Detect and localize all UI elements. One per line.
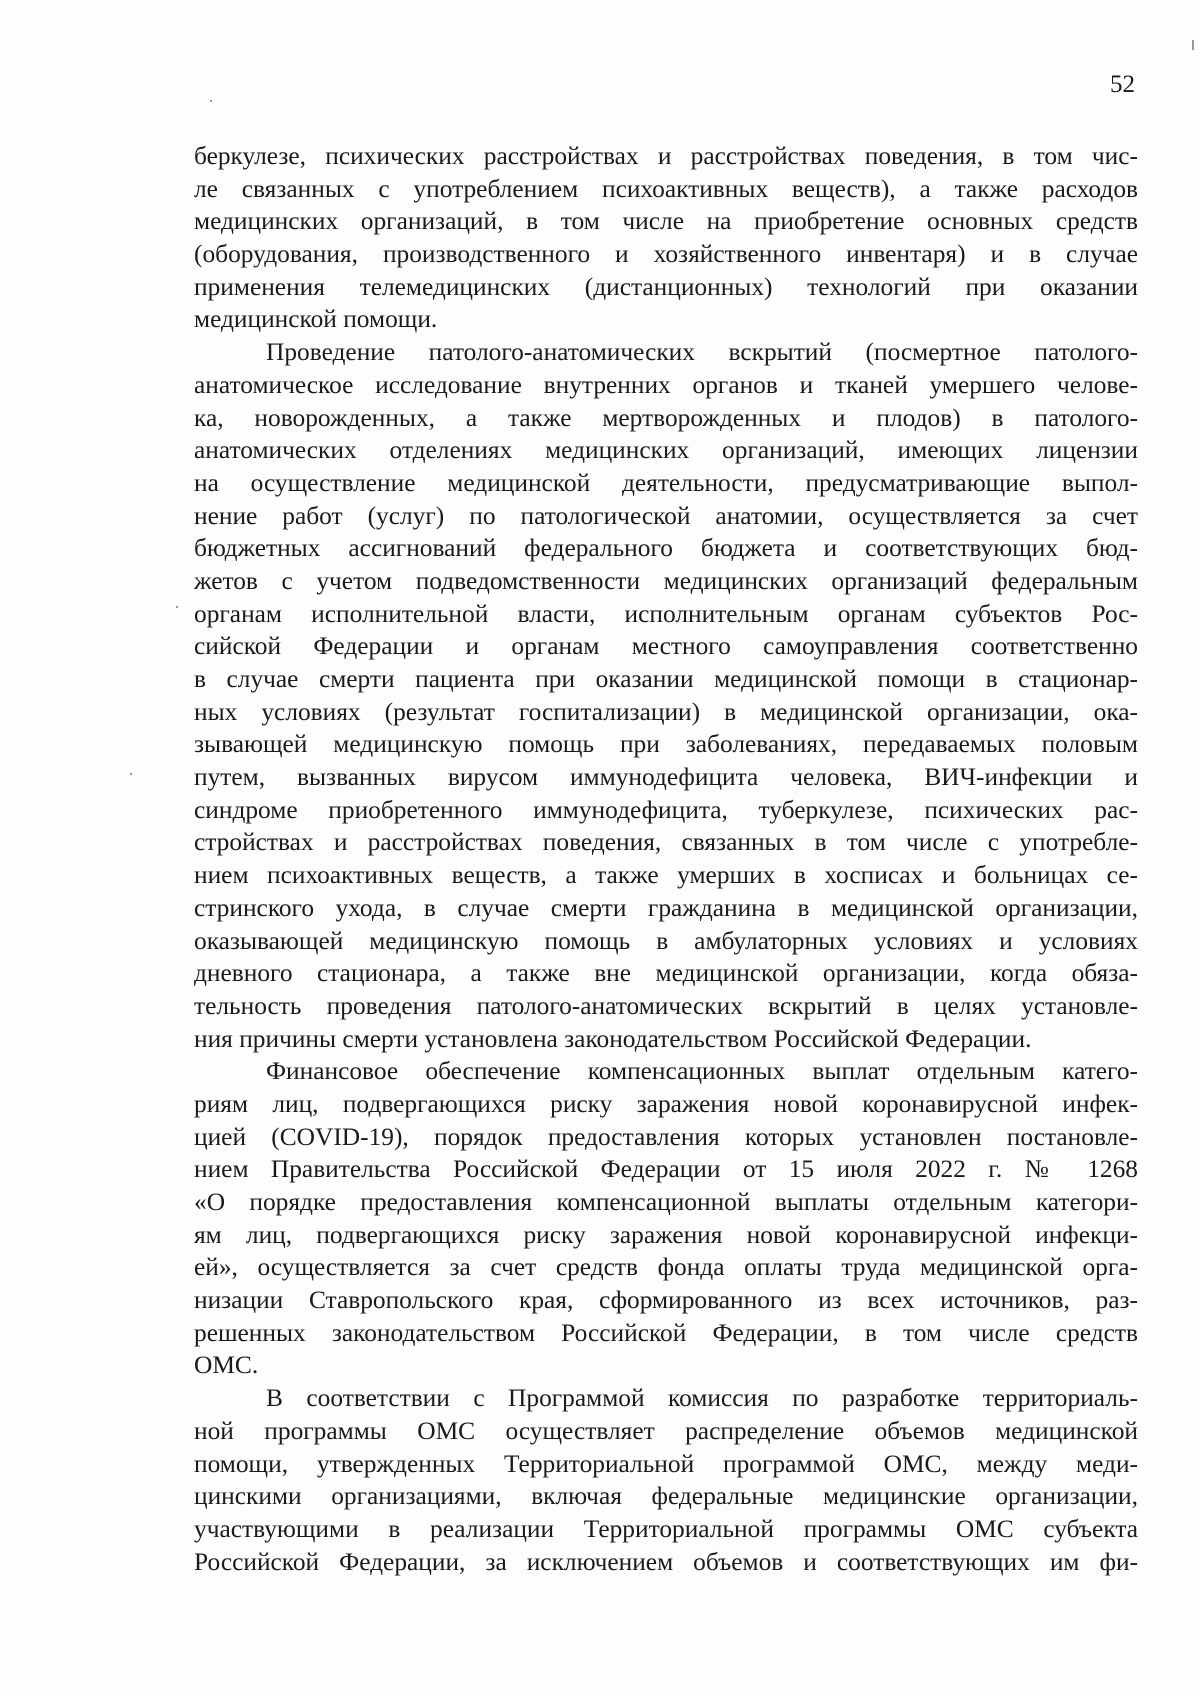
text-line: жетов с учетом подведомственности медицинских организаций федеральным	[194, 566, 1138, 595]
text-line: на осуществление медицинской деятельности, предусматривающие выпол-	[194, 468, 1138, 497]
text-line: дневного стационара, а также вне медицинской организации, когда обяза-	[194, 959, 1138, 988]
text-line: нием Правительства Российской Федерации от 15 июля 2022 г. № 1268	[194, 1155, 1138, 1184]
scan-edge-mark	[1192, 40, 1194, 50]
page-number: 52	[1110, 71, 1135, 98]
text-line: ям лиц, подвергающихся риску заражения новой коронавирусной инфекци-	[194, 1220, 1138, 1249]
text-line: ния причины смерти установлена законодательством Российской Федерации.	[194, 1024, 1032, 1053]
text-line: цией (COVID-19), порядок предоставления которых установлен постановле-	[194, 1122, 1138, 1151]
text-line: ной программы ОМС осуществляет распределение объемов медицинской	[194, 1416, 1138, 1445]
text-line: риям лиц, подвергающихся риску заражения новой коронавирусной инфек-	[194, 1089, 1138, 1118]
text-line: участвующими в реализации Территориальной программы ОМС субъекта	[194, 1514, 1138, 1543]
scan-speck	[176, 606, 178, 608]
text-line: Российской Федерации, за исключением объемов и соответствующих им фи-	[194, 1547, 1138, 1576]
text-line: «О порядке предоставления компенсационной выплаты отдельным категори-	[194, 1188, 1138, 1216]
text-line: органам исполнительной власти, исполнительным органам субъектов Рос-	[194, 599, 1138, 628]
text-line: нение работ (услуг) по патологической анатомии, осуществляется за счет	[194, 501, 1138, 530]
text-line: оказывающей медицинскую помощь в амбулаторных условиях и условиях	[194, 926, 1138, 955]
text-line: ле связанных с употреблением психоактивных веществ), а также расходов	[194, 174, 1138, 203]
text-line: в случае смерти пациента при оказании медицинской помощи в стационар-	[194, 665, 1138, 693]
text-line: нием психоактивных веществ, а также умерших в хосписах и больницах се-	[194, 861, 1138, 890]
text-line: Финансовое обеспечение компенсационных выплат отдельным катего-	[266, 1057, 1138, 1086]
text-line: стринского ухода, в случае смерти гражданина в медицинской организации,	[194, 893, 1138, 922]
text-line: синдроме приобретенного иммунодефицита, туберкулезе, психических рас-	[194, 795, 1138, 824]
text-line: цинскими организациями, включая федеральные медицинские организации,	[194, 1482, 1138, 1511]
text-line: решенных законодательством Российской Федерации, в том числе средств	[194, 1318, 1138, 1347]
text-line: путем, вызванных вирусом иммунодефицита человека, ВИЧ-инфекции и	[194, 763, 1138, 792]
text-line: зывающей медицинскую помощь при заболеваниях, передаваемых половым	[194, 730, 1138, 759]
body-text	[194, 140, 1138, 1578]
text-line: тельность проведения патолого-анатомических вскрытий в целях установле-	[194, 991, 1138, 1020]
text-line: стройствах и расстройствах поведения, связанных в том числе с употребле-	[194, 828, 1138, 857]
text-line: сийской Федерации и органам местного самоуправления соответственно	[194, 632, 1138, 661]
text-line: ных условиях (результат госпитализации) в медицинской организации, ока-	[194, 697, 1138, 726]
text-line: Проведение патолого-анатомических вскрытий (посмертное патолого-	[266, 338, 1138, 367]
text-line: (оборудования, производственного и хозяйственного инвентаря) и в случае	[194, 240, 1138, 269]
text-line: низации Ставропольского края, сформированного из всех источников, раз-	[194, 1286, 1138, 1315]
text-line: беркулезе, психических расстройствах и расстройствах поведения, в том чис-	[194, 142, 1138, 170]
text-line: В соответствии с Программой комиссия по разработке территориаль-	[266, 1384, 1138, 1413]
text-line: ОМС.	[194, 1351, 259, 1380]
scan-speck	[210, 100, 212, 102]
text-line: анатомических отделениях медицинских организаций, имеющих лицензии	[194, 436, 1138, 465]
text-line: ка, новорожденных, а также мертворожденных и плодов) в патолого-	[194, 403, 1138, 432]
text-line: анатомическое исследование внутренних органов и тканей умершего челове-	[194, 370, 1138, 399]
text-line: помощи, утвержденных Территориальной программой ОМС, между меди-	[194, 1449, 1138, 1478]
text-line: медицинской помощи.	[194, 305, 438, 334]
text-line: применения телемедицинских (дистанционных) технологий при оказании	[194, 272, 1138, 301]
text-line: ей», осуществляется за счет средств фонда оплаты труда медицинской орга-	[194, 1253, 1138, 1282]
scan-speck	[130, 773, 132, 775]
text-line: бюджетных ассигнований федерального бюджета и соответствующих бюд-	[194, 534, 1138, 563]
text-line: медицинских организаций, в том числе на приобретение основных средств	[194, 207, 1138, 236]
